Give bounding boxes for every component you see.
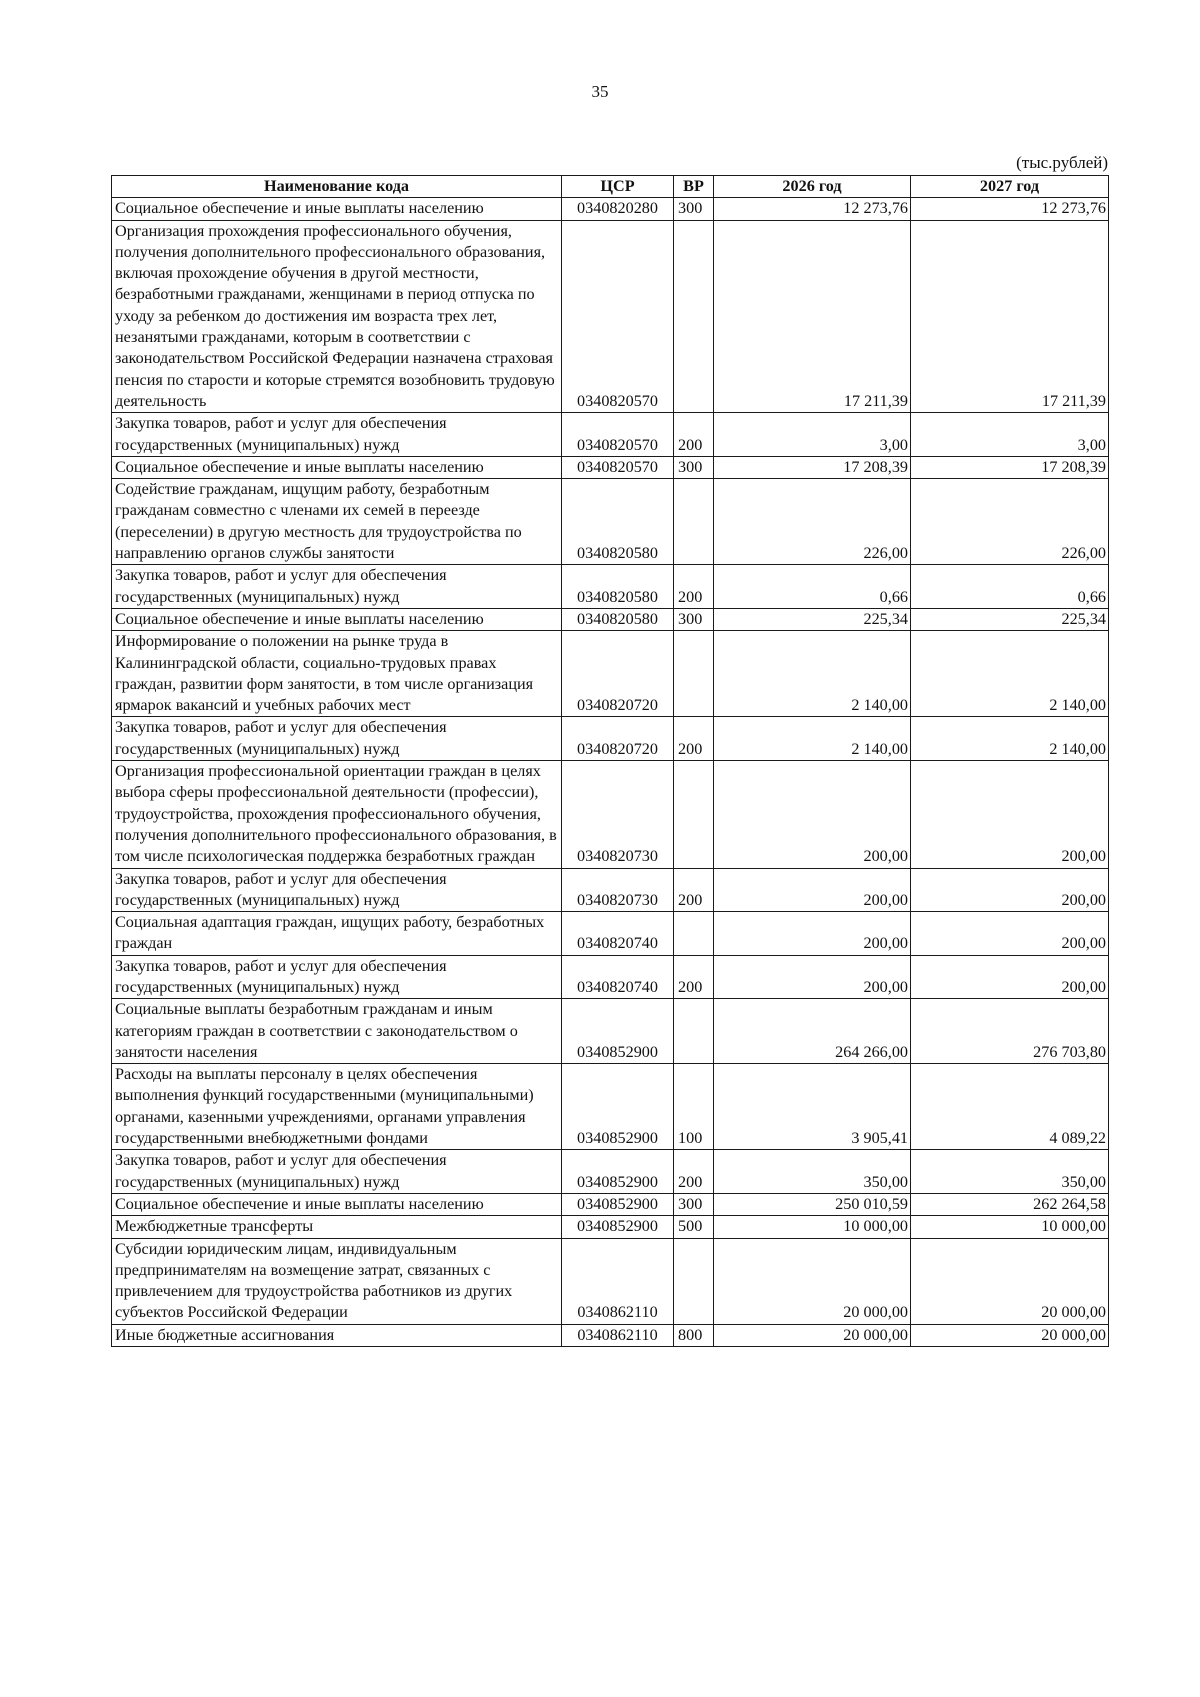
table-row xyxy=(112,1193,1109,1215)
cell-2026: 20 000,00 xyxy=(714,1324,911,1346)
cell-2026: 3,00 xyxy=(714,413,911,457)
cell-name: Социальные выплаты безработным гражданам и иным категориям граждан в соответствии с законодательством о занятости населения xyxy=(112,999,562,1064)
table-row xyxy=(112,761,1109,868)
cell-vr: 500 xyxy=(674,1216,714,1238)
table-header-row xyxy=(112,176,1109,198)
table-row xyxy=(112,479,1109,565)
cell-name: Закупка товаров, работ и услуг для обеспечения государственных (муниципальных) нужд xyxy=(112,413,562,457)
cell-name: Социальная адаптация граждан, ищущих работу, безработных граждан xyxy=(112,912,562,956)
table-row xyxy=(112,868,1109,912)
header-name: Наименование кода xyxy=(112,176,562,198)
cell-name: Закупка товаров, работ и услуг для обеспечения государственных (муниципальных) нужд xyxy=(112,1150,562,1194)
cell-2026: 12 273,76 xyxy=(714,198,911,220)
cell-csr: 0340820730 xyxy=(562,868,674,912)
cell-2027: 276 703,80 xyxy=(911,999,1109,1064)
table-row xyxy=(112,413,1109,457)
budget-table xyxy=(111,175,1109,1347)
cell-vr: 300 xyxy=(674,198,714,220)
cell-vr: 800 xyxy=(674,1324,714,1346)
cell-csr: 0340852900 xyxy=(562,1216,674,1238)
cell-2027: 2 140,00 xyxy=(911,717,1109,761)
cell-2027: 2 140,00 xyxy=(911,631,1109,717)
cell-vr xyxy=(674,999,714,1064)
cell-vr xyxy=(674,761,714,868)
cell-csr: 0340862110 xyxy=(562,1324,674,1346)
cell-csr: 0340852900 xyxy=(562,1064,674,1150)
cell-2027: 12 273,76 xyxy=(911,198,1109,220)
cell-2027: 225,34 xyxy=(911,608,1109,630)
cell-csr: 0340820720 xyxy=(562,717,674,761)
cell-vr: 300 xyxy=(674,1193,714,1215)
table-row xyxy=(112,717,1109,761)
cell-csr: 0340820740 xyxy=(562,912,674,956)
cell-csr: 0340820570 xyxy=(562,220,674,413)
cell-vr xyxy=(674,479,714,565)
cell-2026: 2 140,00 xyxy=(714,631,911,717)
cell-name: Социальное обеспечение и иные выплаты населению xyxy=(112,456,562,478)
table-row xyxy=(112,631,1109,717)
cell-2026: 17 208,39 xyxy=(714,456,911,478)
cell-csr: 0340820730 xyxy=(562,761,674,868)
cell-csr: 0340820740 xyxy=(562,955,674,999)
cell-name: Закупка товаров, работ и услуг для обеспечения государственных (муниципальных) нужд xyxy=(112,868,562,912)
cell-2026: 200,00 xyxy=(714,955,911,999)
cell-name: Социальное обеспечение и иные выплаты населению xyxy=(112,198,562,220)
table-row xyxy=(112,955,1109,999)
cell-vr: 300 xyxy=(674,456,714,478)
cell-vr: 100 xyxy=(674,1064,714,1150)
cell-2026: 0,66 xyxy=(714,565,911,609)
cell-2027: 0,66 xyxy=(911,565,1109,609)
cell-name: Организация профессиональной ориентации граждан в целях выбора сферы профессиональной деятельности (профессии), трудоустройства, прохождения профессионального обучения, получения дополнительного профессионального образования, в том числе психологическая поддержка безработных граждан xyxy=(112,761,562,868)
cell-2026: 20 000,00 xyxy=(714,1238,911,1324)
cell-vr: 200 xyxy=(674,955,714,999)
cell-name: Закупка товаров, работ и услуг для обеспечения государственных (муниципальных) нужд xyxy=(112,565,562,609)
cell-2026: 264 266,00 xyxy=(714,999,911,1064)
cell-vr xyxy=(674,631,714,717)
cell-2026: 200,00 xyxy=(714,761,911,868)
cell-name: Социальное обеспечение и иные выплаты населению xyxy=(112,608,562,630)
cell-csr: 0340820580 xyxy=(562,565,674,609)
cell-csr: 0340820570 xyxy=(562,413,674,457)
table-row xyxy=(112,1324,1109,1346)
cell-vr: 200 xyxy=(674,717,714,761)
table-row xyxy=(112,1238,1109,1324)
cell-vr: 200 xyxy=(674,413,714,457)
units-note: (тыс.рублей) xyxy=(1016,153,1108,172)
header-2026: 2026 год xyxy=(714,176,911,198)
cell-2027: 17 208,39 xyxy=(911,456,1109,478)
cell-name: Расходы на выплаты персоналу в целях обеспечения выполнения функций государственными (муниципальными) органами, казенными учреждениями, органами управления государственными внебюджетными фондами xyxy=(112,1064,562,1150)
cell-2026: 225,34 xyxy=(714,608,911,630)
header-2027: 2027 год xyxy=(911,176,1109,198)
cell-2027: 200,00 xyxy=(911,955,1109,999)
cell-vr: 200 xyxy=(674,1150,714,1194)
cell-2026: 2 140,00 xyxy=(714,717,911,761)
cell-name: Закупка товаров, работ и услуг для обеспечения государственных (муниципальных) нужд xyxy=(112,955,562,999)
table-row xyxy=(112,456,1109,478)
header-csr: ЦСР xyxy=(562,176,674,198)
cell-vr: 200 xyxy=(674,868,714,912)
cell-2027: 4 089,22 xyxy=(911,1064,1109,1150)
page-number: 35 xyxy=(591,82,609,101)
cell-2027: 10 000,00 xyxy=(911,1216,1109,1238)
cell-csr: 0340852900 xyxy=(562,999,674,1064)
table-row xyxy=(112,565,1109,609)
cell-2026: 250 010,59 xyxy=(714,1193,911,1215)
cell-2027: 20 000,00 xyxy=(911,1324,1109,1346)
cell-2026: 17 211,39 xyxy=(714,220,911,413)
cell-2026: 10 000,00 xyxy=(714,1216,911,1238)
table-row xyxy=(112,912,1109,956)
table-row xyxy=(112,220,1109,413)
cell-name: Организация прохождения профессионального обучения, получения дополнительного профессионального образования, включая прохождение обучения в другой местности, безработными гражданами, женщинами в период отпуска по уходу за ребенком до достижения им возраста трех лет, незанятыми гражданами, которым в соответствии с законодательством Российской Федерации назначена страховая пенсия по старости и которые стремятся возобновить трудовую деятельность xyxy=(112,220,562,413)
table-row xyxy=(112,608,1109,630)
cell-2026: 200,00 xyxy=(714,868,911,912)
cell-name: Информирование о положении на рынке труда в Калининградской области, социально-трудовых правах граждан, развитии форм занятости, в том числе организация ярмарок вакансий и учебных рабочих мест xyxy=(112,631,562,717)
cell-csr: 0340820720 xyxy=(562,631,674,717)
cell-2027: 17 211,39 xyxy=(911,220,1109,413)
cell-2026: 226,00 xyxy=(714,479,911,565)
cell-vr xyxy=(674,220,714,413)
cell-csr: 0340862110 xyxy=(562,1238,674,1324)
cell-2027: 200,00 xyxy=(911,868,1109,912)
cell-csr: 0340820580 xyxy=(562,608,674,630)
table-row xyxy=(112,1150,1109,1194)
cell-2027: 200,00 xyxy=(911,761,1109,868)
cell-vr: 200 xyxy=(674,565,714,609)
cell-2026: 200,00 xyxy=(714,912,911,956)
cell-name: Субсидии юридическим лицам, индивидуальным предпринимателям на возмещение затрат, связанных с привлечением для трудоустройства работников из других субъектов Российской Федерации xyxy=(112,1238,562,1324)
header-vr: ВР xyxy=(674,176,714,198)
cell-2027: 20 000,00 xyxy=(911,1238,1109,1324)
cell-2027: 262 264,58 xyxy=(911,1193,1109,1215)
cell-csr: 0340852900 xyxy=(562,1150,674,1194)
cell-name: Социальное обеспечение и иные выплаты населению xyxy=(112,1193,562,1215)
cell-name: Закупка товаров, работ и услуг для обеспечения государственных (муниципальных) нужд xyxy=(112,717,562,761)
cell-2027: 226,00 xyxy=(911,479,1109,565)
cell-vr xyxy=(674,912,714,956)
cell-name: Межбюджетные трансферты xyxy=(112,1216,562,1238)
cell-csr: 0340820570 xyxy=(562,456,674,478)
cell-name: Содействие гражданам, ищущим работу, безработным гражданам совместно с членами их семей в переезде (переселении) в другую местность для трудоустройства по направлению органов службы занятости xyxy=(112,479,562,565)
cell-name: Иные бюджетные ассигнования xyxy=(112,1324,562,1346)
cell-2027: 3,00 xyxy=(911,413,1109,457)
cell-2027: 200,00 xyxy=(911,912,1109,956)
table-row xyxy=(112,1216,1109,1238)
table-row xyxy=(112,999,1109,1064)
cell-csr: 0340820580 xyxy=(562,479,674,565)
table-row xyxy=(112,1064,1109,1150)
cell-csr: 0340852900 xyxy=(562,1193,674,1215)
cell-2027: 350,00 xyxy=(911,1150,1109,1194)
cell-vr: 300 xyxy=(674,608,714,630)
cell-2026: 3 905,41 xyxy=(714,1064,911,1150)
table-row xyxy=(112,198,1109,220)
cell-2026: 350,00 xyxy=(714,1150,911,1194)
cell-vr xyxy=(674,1238,714,1324)
cell-csr: 0340820280 xyxy=(562,198,674,220)
